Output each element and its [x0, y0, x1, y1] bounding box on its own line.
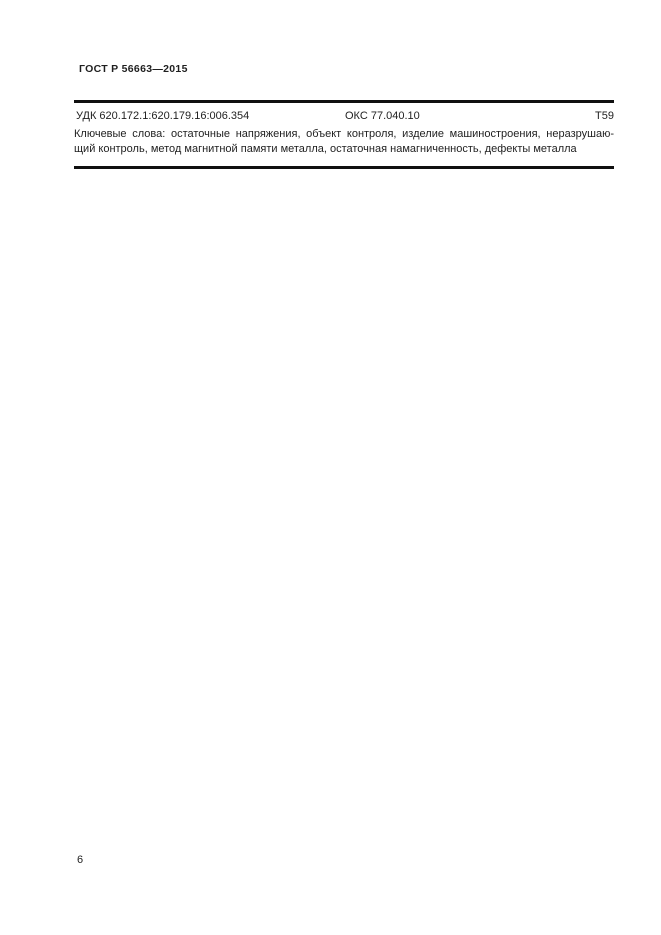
page-number: 6 — [77, 854, 84, 866]
keywords-line-2: щий контроль, метод магнитной памяти металла, остаточная намагниченность, дефекты металла — [74, 142, 577, 155]
document-title-header: ГОСТ Р 56663—2015 — [79, 63, 188, 75]
classification-row — [74, 110, 614, 124]
keywords-paragraph — [74, 127, 614, 156]
horizontal-rule-bottom — [74, 166, 614, 169]
t-classification-code: Т59 — [595, 110, 614, 122]
oks-code: ОКС 77.040.10 — [345, 110, 420, 122]
horizontal-rule-top — [74, 100, 614, 103]
keywords-line-1: Ключевые слова: остаточные напряжения, объект контроля, изделие машиностроения, неразрушаю- — [74, 128, 614, 140]
udc-code: УДК 620.172.1:620.179.16:006.354 — [76, 110, 250, 122]
